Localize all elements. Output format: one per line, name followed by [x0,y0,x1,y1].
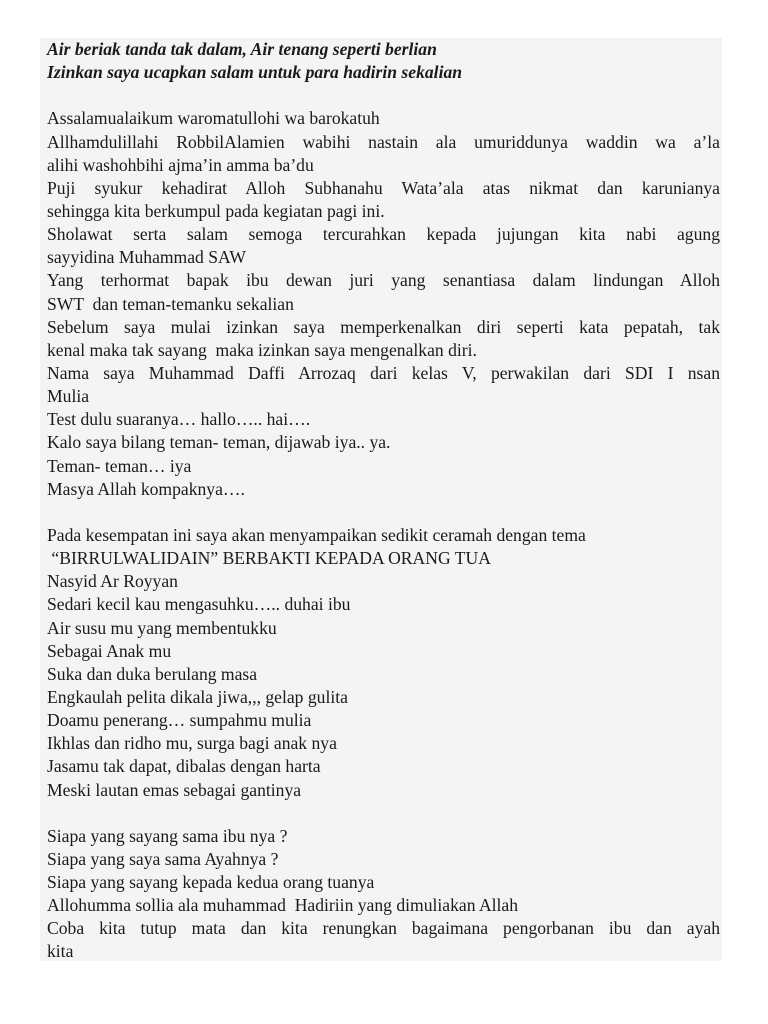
paragraph-line: Pada kesempatan ini saya akan menyampaikan sedikit ceramah dengan tema [47,524,586,545]
paragraph-line: Kalo saya bilang teman- teman, dijawab iya.. ya. [47,432,391,453]
paragraph-line: sehingga kita berkumpul pada kegiatan pagi ini. [47,200,385,221]
lyric-line: Meski lautan emas sebagai gantinya [47,779,302,800]
blank-line [47,501,720,524]
lyric-line: Jasamu tak dapat, dibalas dengan harta [47,756,321,777]
paragraph-line: Puji syukur kehadirat Alloh Subhanahu Wata’ala atas nikmat dan karunianya [47,177,720,198]
question-line: Siapa yang saya sama Ayahnya ? [47,848,279,869]
paragraph-line: alihi washohbihi ajma’in amma ba’du [47,154,314,175]
greeting-line: Assalamualaikum waromatullohi wa barokatuh [47,108,380,129]
pantun-line-1: Air beriak tanda tak dalam, Air tenang seperti berlian [47,39,437,59]
paragraph-line: Nama saya Muhammad Daffi Arrozaq dari kelas V, perwakilan dari SDI I nsan [47,362,720,383]
paragraph-line: kenal maka tak sayang maka izinkan saya mengenalkan diri. [47,339,477,360]
lyric-line: Sedari kecil kau mengasuhku….. duhai ibu [47,594,351,615]
paragraph-line: Allhamdulillahi RobbilAlamien wabihi nastain ala umuriddunya waddin wa a’la [47,131,720,152]
question-line: Siapa yang sayang sama ibu nya ? [47,825,288,846]
lyric-line: Sebagai Anak mu [47,640,172,661]
paragraph-line: Allohumma sollia ala muhammad Hadiriin yang dimuliakan Allah [47,895,519,916]
paragraph-line: Sebelum saya mulai izinkan saya memperkenalkan diri seperti kata pepatah, tak [47,316,720,337]
lyric-line: Ikhlas dan ridho mu, surga bagi anak nya [47,733,337,754]
paragraph-line: Coba kita tutup mata dan kita renungkan bagaimana pengorbanan ibu dan ayah [47,918,720,939]
paragraph-line: SWT dan teman-temanku sekalian [47,293,294,314]
theme-title-line: “BIRRULWALIDAIN” BERBAKTI KEPADA ORANG TUA [47,548,491,569]
blank-line [47,802,720,825]
pantun-line-2: Izinkan saya ucapkan salam untuk para hadirin sekalian [47,62,463,83]
paragraph-line: Yang terhormat bapak ibu dewan juri yang senantiasa dalam lindungan Alloh [47,270,720,291]
lyric-line: Doamu penerang… sumpahmu mulia [47,710,312,731]
lyric-line: Air susu mu yang membentukku [47,617,277,638]
paragraph-line: Test dulu suaranya… hallo….. hai…. [47,409,311,430]
nasyid-title-line: Nasyid Ar Royyan [47,571,178,592]
document-body [47,38,720,964]
paragraph-line: kita [47,941,74,962]
document-page [40,38,722,961]
paragraph-line: Sholawat serta salam semoga tercurahkan kepada jujungan kita nabi agung [47,224,720,245]
paragraph-line: Masya Allah kompaknya…. [47,478,245,499]
paragraph-line: Teman- teman… iya [47,455,192,476]
paragraph-line: Mulia [47,386,90,407]
question-line: Siapa yang sayang kepada kedua orang tuanya [47,872,375,893]
lyric-line: Suka dan duka berulang masa [47,663,258,684]
blank-line [47,84,720,107]
paragraph-line: sayyidina Muhammad SAW [47,247,246,268]
lyric-line: Engkaulah pelita dikala jiwa,,, gelap gulita [47,686,348,707]
